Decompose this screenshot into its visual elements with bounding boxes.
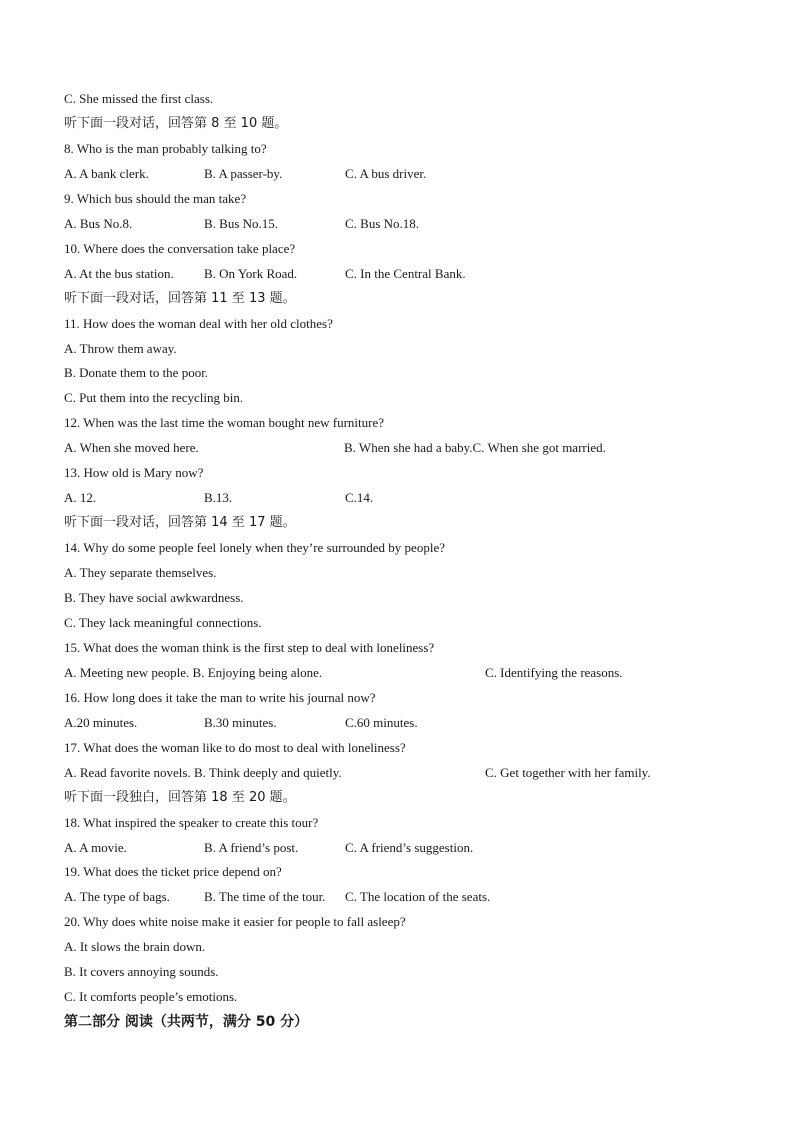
answer-option: C. Get together with her family. [485,765,651,780]
answer-option: B. When she had a baby.C. When she got married. [344,440,606,455]
answer-option: C. A friend’s suggestion. [345,840,474,855]
answer-option: C.14. [345,490,374,505]
section-instruction: 听下面一段对话，回答第 14 至 17 题。 [64,515,296,530]
answer-option: A. The type of bags. [64,889,170,904]
question-text: 11. How does the woman deal with her old clothes? [64,316,333,331]
answer-option: A. When she moved here. [64,440,199,455]
answer-option: B. A friend’s post. [204,840,299,855]
question-text: 8. Who is the man probably talking to? [64,141,267,156]
answer-option: C. Put them into the recycling bin. [64,390,244,405]
answer-option: B. The time of the tour. [204,889,326,904]
answer-option: B. It covers annoying sounds. [64,964,219,979]
answer-option: A. Throw them away. [64,341,177,356]
answer-option: B. Bus No.15. [204,216,279,231]
answer-option: A. 12. [64,490,97,505]
question-text: 10. Where does the conversation take place? [64,241,296,256]
answer-option: A.20 minutes. [64,715,138,730]
section-instruction: 听下面一段独白，回答第 18 至 20 题。 [64,790,296,805]
answer-option: B. A passer-by. [204,166,283,181]
answer-option: B.13. [204,490,233,505]
answer-option: A. A movie. [64,840,127,855]
answer-option: C. The location of the seats. [345,889,491,904]
answer-option: A. They separate themselves. [64,565,217,580]
answer-option: C. A bus driver. [345,166,427,181]
question-text: 17. What does the woman like to do most to deal with loneliness? [64,740,406,755]
section-instruction: 听下面一段对话，回答第 8 至 10 题。 [64,116,288,131]
answer-option: A. Meeting new people. B. Enjoying being alone. [64,665,323,680]
answer-option: B. They have social awkwardness. [64,590,244,605]
answer-option: C. They lack meaningful connections. [64,615,262,630]
question-text: 16. How long does it take the man to write his journal now? [64,690,376,705]
question-text: 20. Why does white noise make it easier for people to fall asleep? [64,914,406,929]
answer-option: A. Bus No.8. [64,216,133,231]
question-text: 12. When was the last time the woman bought new furniture? [64,415,384,430]
answer-option: B.30 minutes. [204,715,277,730]
answer-option: A. It slows the brain down. [64,939,206,954]
question-text: 13. How old is Mary now? [64,465,204,480]
answer-option: B. On York Road. [204,266,298,281]
question-text: 14. Why do some people feel lonely when they’re surrounded by people? [64,540,445,555]
answer-option: A. At the bus station. [64,266,174,281]
answer-option: C. It comforts people’s emotions. [64,989,238,1004]
answer-option: C.60 minutes. [345,715,418,730]
answer-option: A. Read favorite novels. B. Think deeply and quietly. [64,765,342,780]
answer-option: C. Bus No.18. [345,216,420,231]
part-heading: 第二部分 阅读（共两节，满分 50 分） [64,1014,309,1030]
answer-option: B. Donate them to the poor. [64,365,209,380]
answer-option: A. A bank clerk. [64,166,149,181]
question-text: 18. What inspired the speaker to create this tour? [64,815,319,830]
question-text: 19. What does the ticket price depend on? [64,864,282,879]
question-text: 15. What does the woman think is the first step to deal with loneliness? [64,640,435,655]
answer-option: C. She missed the first class. [64,91,214,106]
answer-option: C. In the Central Bank. [345,266,466,281]
question-text: 9. Which bus should the man take? [64,191,247,206]
answer-option: C. Identifying the reasons. [485,665,623,680]
section-instruction: 听下面一段对话，回答第 11 至 13 题。 [64,291,296,306]
